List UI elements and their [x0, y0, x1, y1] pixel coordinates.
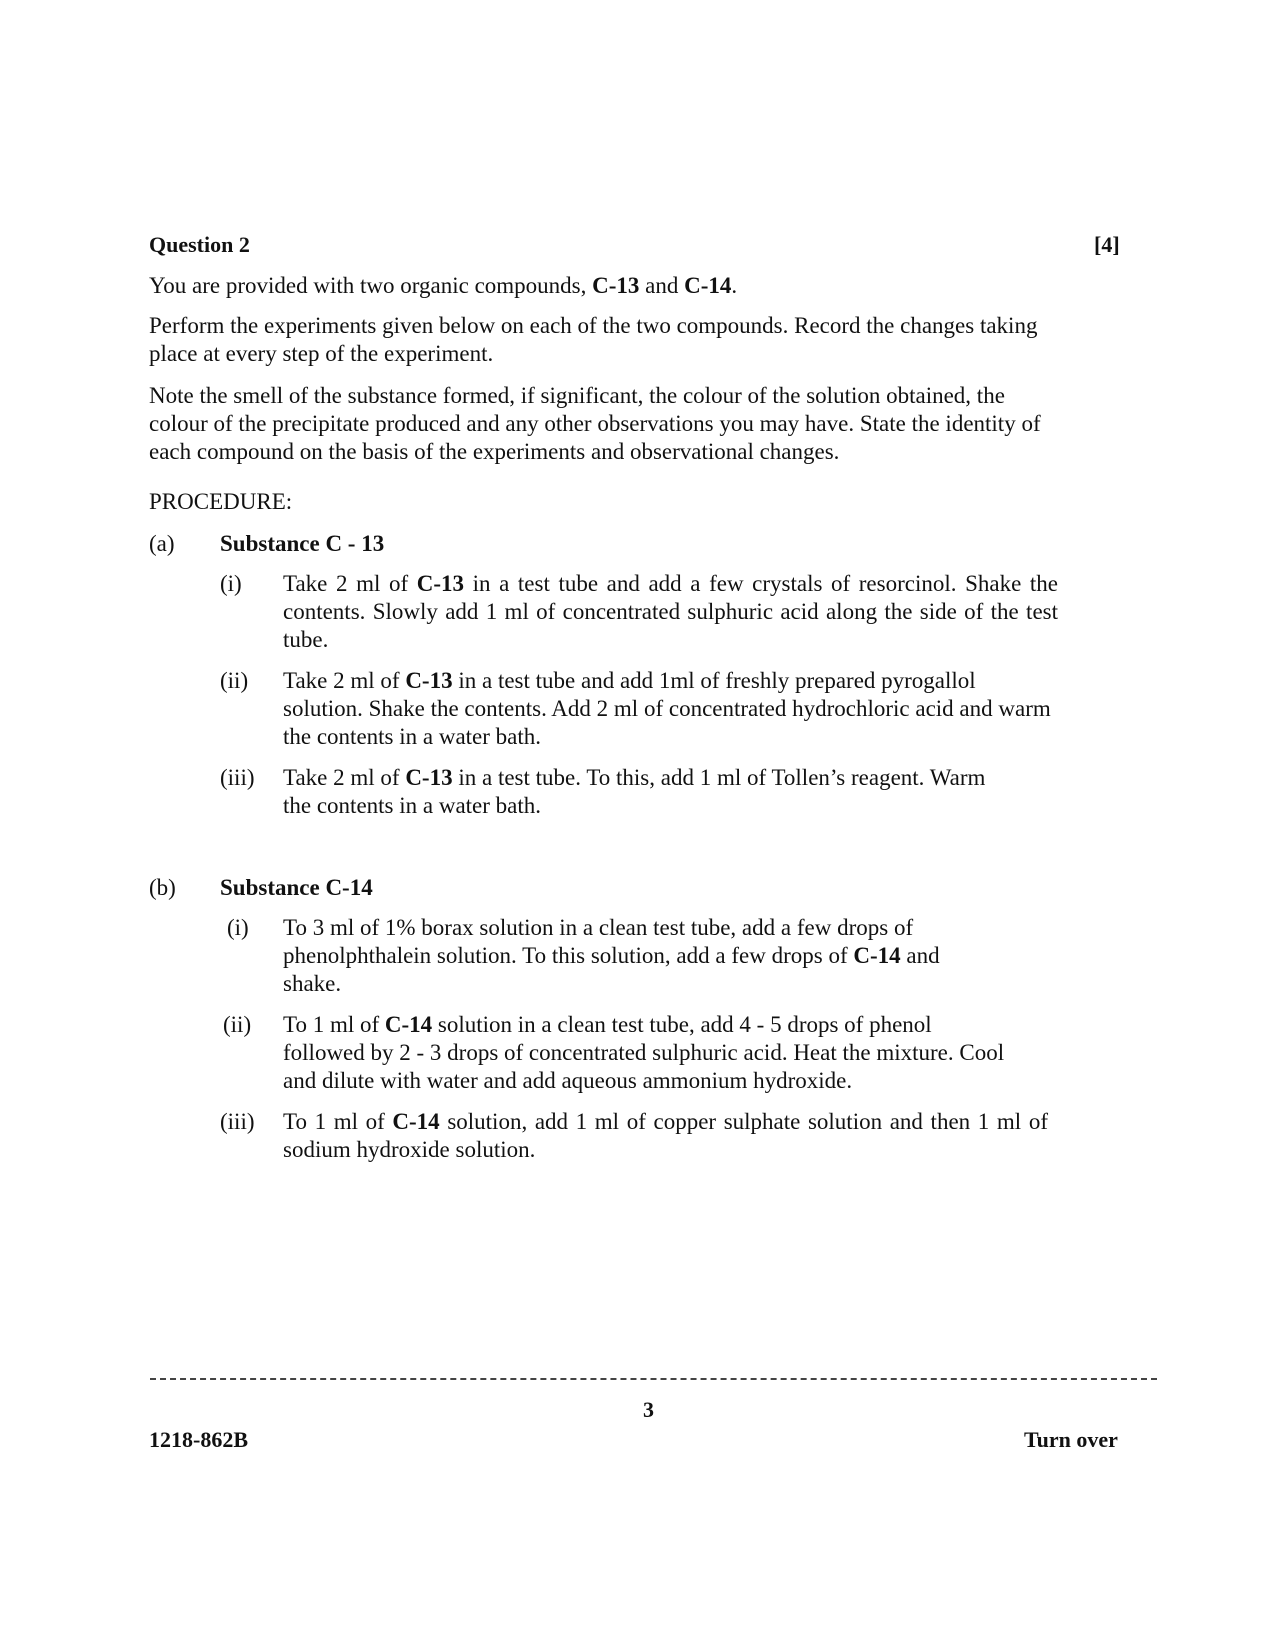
item-b-i-text: To 3 ml of 1% borax solution in a clean test tube, add a few drops of phenolphthalein solution. To this solution, add a few drops of C-14 and shake. — [283, 915, 940, 996]
compound-c13: C-13 — [592, 273, 640, 298]
item-b-ii-text: To 1 ml of C-14 solution in a clean test tube, add 4 - 5 drops of phenol followed by 2 - 3 drops of concentrated sulphuric acid. Heat the mixture. Cool and dilute with water and add aqueous ammonium hydroxide. — [283, 1012, 1005, 1093]
section-b-label: (b) — [149, 875, 176, 900]
item-a-i-number: (i) — [220, 571, 242, 596]
question-marks: [4] — [1094, 232, 1120, 257]
section-a-label: (a) — [149, 531, 175, 556]
item-b-iii-text: To 1 ml of C-14 solution, add 1 ml of copper sulphate solution and then 1 ml of sodium hydroxide solution. — [283, 1109, 1048, 1162]
section-b-title: Substance C-14 — [220, 875, 373, 900]
note-paragraph: Note the smell of the substance formed, if significant, the colour of the solution obtained, the colour of the precipitate produced and any other observations you may have. State the identity of each compound on the basis of the experiments and observational changes. — [149, 383, 1041, 464]
item-a-iii-number: (iii) — [220, 765, 255, 790]
item-a-i-text: Take 2 ml of C-13 in a test tube and add a few crystals of resorcinol. Shake the contents. Slowly add 1 ml of concentrated sulphuric acid along the side of the test tube. — [283, 571, 1058, 652]
item-b-iii-number: (iii) — [220, 1109, 255, 1134]
item-a-ii-number: (ii) — [220, 668, 249, 693]
compound-c14: C-14 — [684, 273, 732, 298]
item-b-i-number: (i) — [227, 915, 249, 940]
paper-code: 1218-862B — [149, 1427, 248, 1452]
intro-mid: and — [639, 273, 685, 298]
footer-divider — [150, 1378, 1157, 1380]
item-b-ii-number: (ii) — [223, 1012, 252, 1037]
item-a-iii-text: Take 2 ml of C-13 in a test tube. To this, add 1 ml of Tollen’s reagent. Warm the contents in a water bath. — [283, 765, 986, 818]
intro-line — [149, 272, 1069, 300]
intro-pre: You are provided with two organic compounds, — [149, 273, 593, 298]
procedure-label: PROCEDURE: — [149, 489, 293, 514]
perform-paragraph: Perform the experiments given below on each of the two compounds. Record the changes taking place at every step of the experiment. — [149, 313, 1038, 366]
section-a-title: Substance C - 13 — [220, 531, 385, 556]
question-title: Question 2 — [149, 232, 250, 257]
turn-over-label: Turn over — [1024, 1427, 1118, 1452]
page-number: 3 — [643, 1397, 654, 1422]
intro-post: . — [731, 273, 738, 298]
item-a-ii-text: Take 2 ml of C-13 in a test tube and add 1ml of freshly prepared pyrogallol solution. Shake the contents. Add 2 ml of concentrated hydrochloric acid and warm the contents in a water bath. — [283, 668, 1051, 749]
